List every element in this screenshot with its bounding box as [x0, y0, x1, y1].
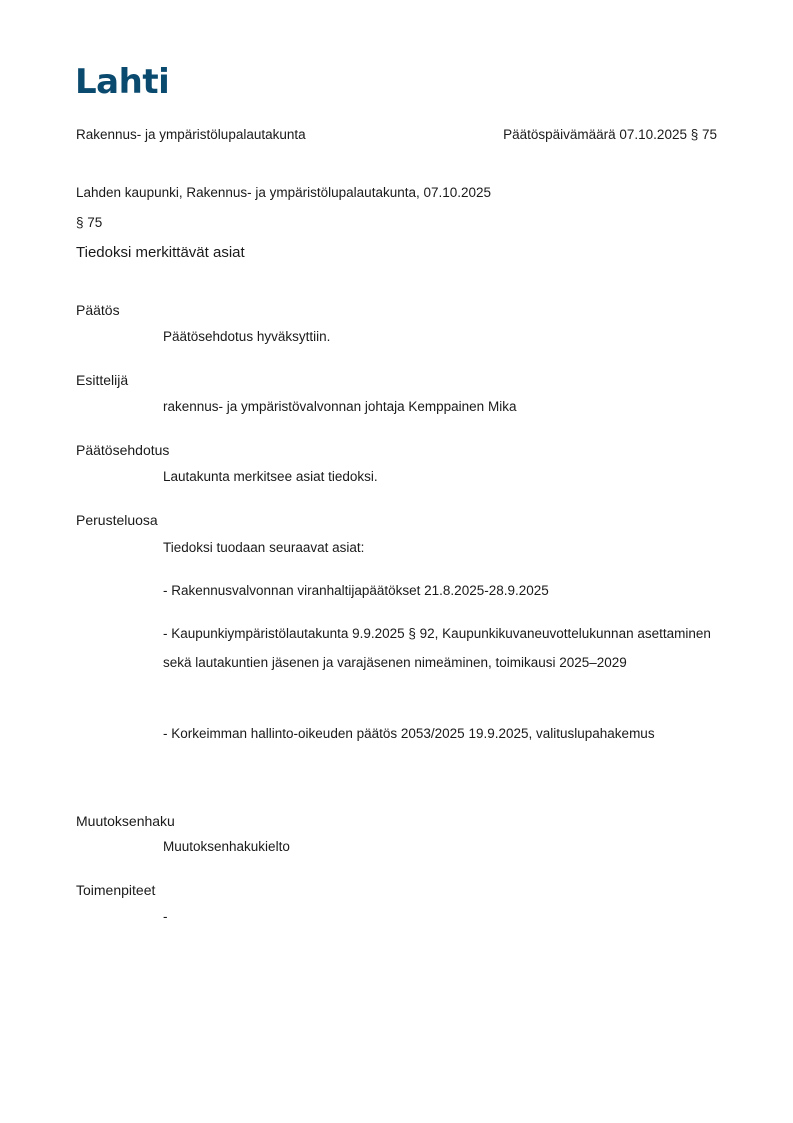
decision-label: Päätös: [76, 302, 120, 318]
appeal-text: Muutoksenhakukielto: [163, 839, 290, 854]
page-title: Tiedoksi merkittävät asiat: [76, 244, 245, 261]
rationale-item: - Korkeimman hallinto-oikeuden päätös 2053/2025 19.9.2025, valituslupahakemus: [163, 726, 655, 741]
rationale-item: - Rakennusvalvonnan viranhaltijapäätökset 21.8.2025-28.9.2025: [163, 583, 549, 598]
decision-date: Päätöspäivämäärä 07.10.2025 § 75: [503, 127, 717, 142]
actions-label: Toimenpiteet: [76, 882, 156, 898]
section-number: § 75: [76, 215, 103, 230]
presenter-label: Esittelijä: [76, 372, 129, 388]
rationale-label: Perusteluosa: [76, 512, 158, 528]
decision-text: Päätösehdotus hyväksyttiin.: [163, 329, 331, 344]
meta-line: Lahden kaupunki, Rakennus- ja ympäristölupalautakunta, 07.10.2025: [76, 185, 492, 200]
actions-text: -: [163, 909, 168, 924]
proposal-text: Lautakunta merkitsee asiat tiedoksi.: [163, 469, 378, 484]
rationale-intro: Tiedoksi tuodaan seuraavat asiat:: [163, 540, 365, 555]
board-name: Rakennus- ja ympäristölupalautakunta: [76, 127, 306, 142]
rationale-item: - Kaupunkiympäristölautakunta 9.9.2025 § 92, Kaupunkikuvaneuvottelukunnan asettaminen sekä lautakuntien jäsenen ja varajäsenen nimeäminen, toimikausi 2025–2029: [163, 626, 711, 670]
appeal-label: Muutoksenhaku: [76, 813, 175, 829]
proposal-label: Päätösehdotus: [76, 442, 170, 458]
presenter-text: rakennus- ja ympäristövalvonnan johtaja Kemppainen Mika: [163, 399, 517, 414]
lahti-logo: Lahti: [75, 62, 170, 102]
